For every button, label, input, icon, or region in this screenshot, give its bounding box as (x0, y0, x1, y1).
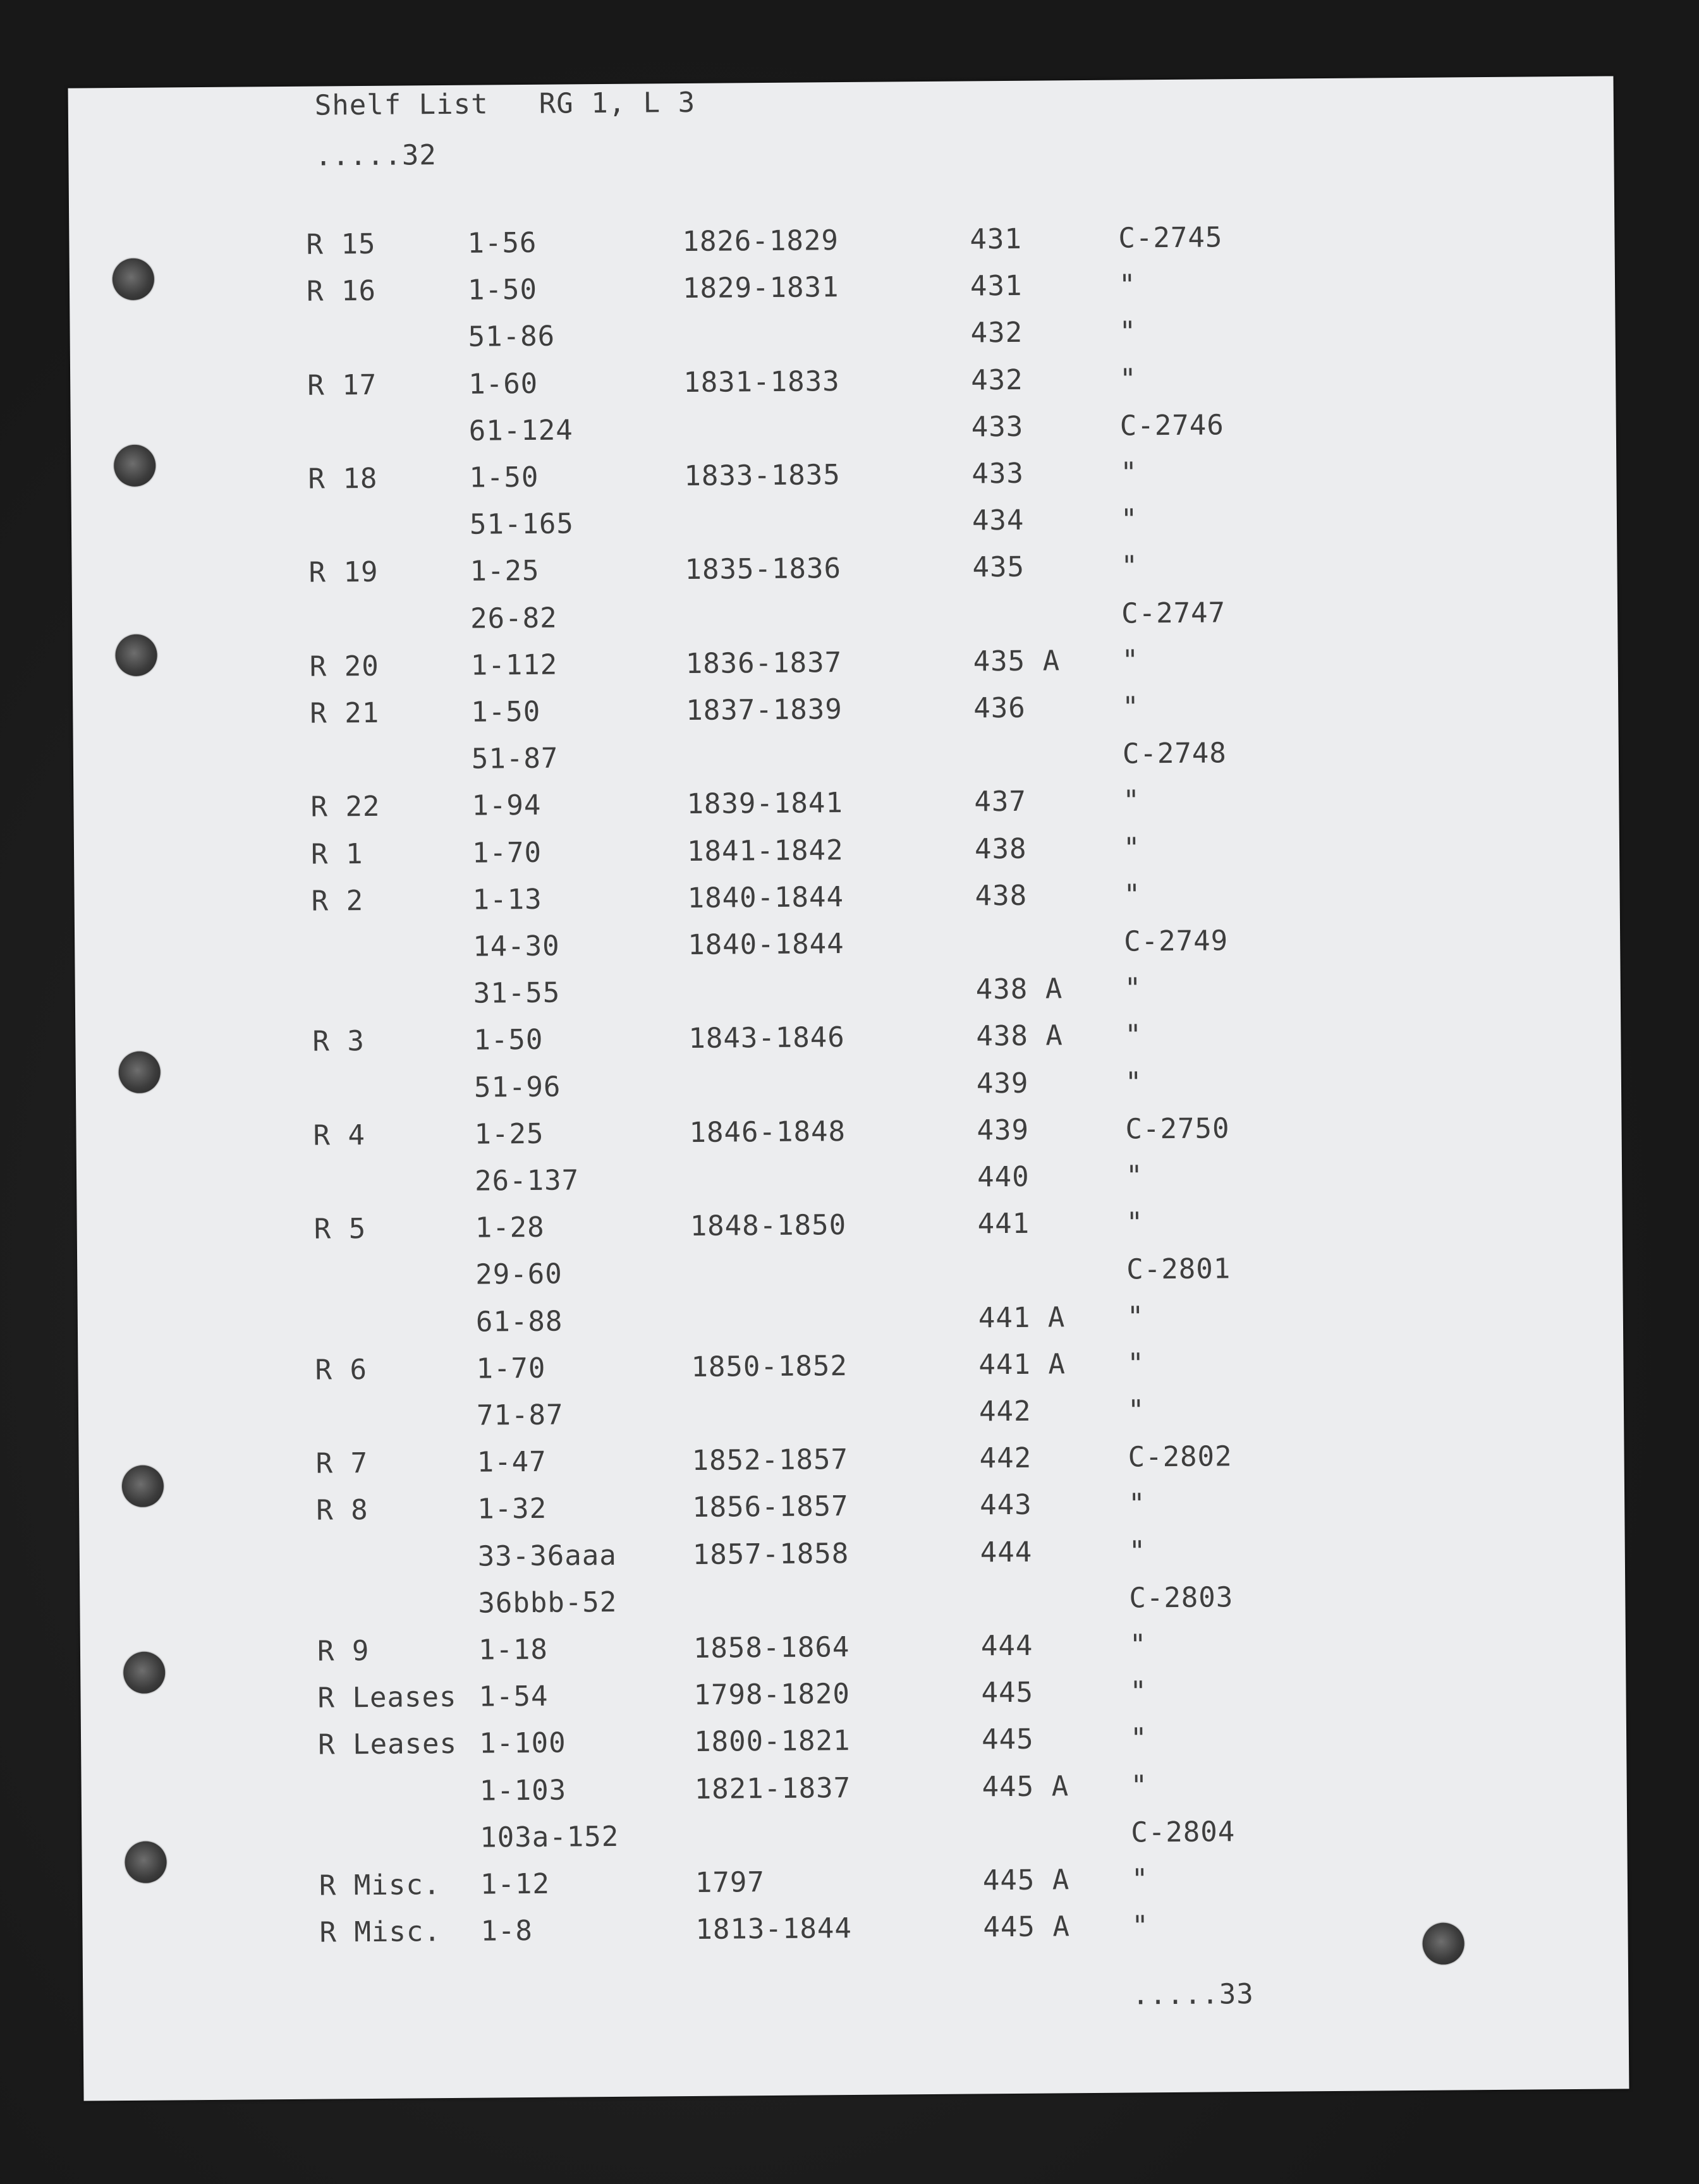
row-group: R 7 (315, 1447, 368, 1480)
row-item-range: 26-137 (474, 1164, 580, 1198)
row-item-range: 26-82 (470, 602, 557, 635)
row-group: R 20 (309, 650, 379, 683)
row-item-range: 1-25 (470, 555, 540, 588)
row-volume: 444 (980, 1629, 1033, 1663)
row-date-range: 1829-1831 (682, 271, 839, 305)
row-item-range: 1-70 (476, 1352, 546, 1385)
row-volume: 435 (972, 551, 1025, 584)
row-date-range: 1798-1820 (693, 1678, 851, 1712)
row-group: R 1 (310, 837, 363, 871)
continued-from-page: .....32 (315, 139, 437, 173)
row-item-range: 1-13 (472, 883, 542, 916)
row-group: R Misc. (319, 1869, 441, 1902)
row-reel: " (1118, 269, 1136, 301)
row-reel: " (1128, 1488, 1146, 1520)
row-item-range: 29-60 (475, 1258, 563, 1292)
row-date-range: 1826-1829 (682, 224, 839, 258)
row-volume: 433 (971, 410, 1024, 444)
row-item-range: 1-32 (477, 1493, 547, 1526)
row-reel: " (1123, 831, 1141, 864)
row-item-range: 1-8 (480, 1915, 533, 1948)
row-volume: 431 (970, 269, 1023, 303)
row-group: R Leases (317, 1728, 458, 1762)
row-reel: " (1126, 1300, 1145, 1333)
row-item-range: 1-112 (470, 648, 558, 682)
row-item-range: 1-47 (477, 1445, 547, 1479)
row-group: R 9 (317, 1634, 370, 1668)
row-item-range: 51-96 (473, 1071, 561, 1104)
row-volume: 439 (976, 1067, 1029, 1100)
row-group: R 18 (308, 462, 378, 495)
row-date-range: 1835-1836 (685, 552, 842, 586)
row-volume: 445 (981, 1676, 1034, 1709)
row-item-range: 1-60 (468, 367, 539, 401)
row-item-range: 1-12 (480, 1867, 551, 1901)
row-date-range: 1800-1821 (693, 1725, 851, 1759)
row-reel: " (1122, 691, 1140, 724)
row-group: R 19 (308, 556, 379, 590)
row-item-range: 14-30 (473, 930, 560, 963)
row-volume: 435 A (973, 645, 1061, 678)
row-reel: C-2803 (1129, 1581, 1234, 1615)
binder-hole (1422, 1922, 1465, 1965)
row-group: R 16 (306, 275, 377, 308)
row-item-range: 1-50 (469, 461, 539, 494)
row-date-range: 1856-1857 (692, 1490, 849, 1524)
page-title: Shelf List (314, 88, 489, 122)
row-volume: 445 A (982, 1769, 1069, 1803)
row-group: R 17 (307, 368, 377, 402)
row-reel: " (1123, 784, 1141, 817)
row-volume: 441 (977, 1207, 1030, 1241)
row-reel: " (1128, 1534, 1147, 1568)
row-reel: " (1121, 550, 1139, 583)
row-date-range: 1846-1848 (689, 1115, 846, 1149)
row-group: R 6 (315, 1353, 368, 1386)
row-item-range: 31-55 (473, 976, 561, 1010)
row-volume: 438 (975, 879, 1028, 913)
row-item-range: 61-88 (475, 1305, 563, 1338)
row-volume: 445 A (982, 1864, 1070, 1897)
binder-hole (113, 258, 155, 301)
row-item-range: 51-165 (469, 507, 575, 541)
row-item-range: 1-56 (467, 226, 537, 260)
row-group: R 15 (306, 228, 376, 261)
row-reel: " (1121, 644, 1140, 677)
row-group: R 21 (310, 696, 380, 730)
row-item-range: 1-70 (472, 836, 542, 870)
row-date-range: 1831-1833 (683, 365, 840, 399)
row-reel: " (1123, 878, 1142, 911)
row-date-range: 1833-1835 (684, 459, 841, 493)
row-item-range: 1-25 (474, 1117, 544, 1151)
binder-hole (114, 445, 156, 487)
row-date-range: 1797 (695, 1866, 765, 1899)
row-volume: 432 (971, 363, 1023, 397)
row-volume: 437 (974, 786, 1027, 818)
row-volume: 445 (981, 1723, 1034, 1756)
row-reel: " (1126, 1206, 1144, 1239)
row-reel: " (1124, 972, 1142, 1005)
row-group: R 4 (313, 1119, 366, 1152)
row-reel: C-2802 (1128, 1440, 1233, 1474)
row-item-range: 51-87 (471, 742, 559, 775)
row-reel: C-2801 (1126, 1253, 1231, 1286)
row-volume: 441 A (978, 1348, 1066, 1381)
row-group: R 2 (311, 884, 364, 918)
row-volume: 432 (970, 317, 1023, 349)
row-volume: 443 (979, 1489, 1032, 1522)
row-volume: 442 (979, 1441, 1032, 1475)
row-date-range: 1837-1839 (686, 693, 843, 727)
row-item-range: 51-86 (468, 320, 556, 354)
row-date-range: 1813-1844 (695, 1912, 853, 1946)
row-date-range: 1839-1841 (686, 787, 844, 821)
row-reel: " (1119, 315, 1137, 348)
document-page (68, 76, 1629, 2101)
record-group-reference: RG 1, L 3 (539, 86, 696, 120)
row-item-range: 103a-152 (480, 1820, 619, 1854)
row-reel: C-2750 (1125, 1112, 1230, 1146)
row-reel: " (1119, 362, 1137, 396)
row-reel: " (1130, 1722, 1148, 1755)
row-volume: 441 A (978, 1301, 1066, 1334)
row-reel: " (1124, 1065, 1143, 1099)
row-item-range: 1-50 (467, 274, 538, 306)
row-item-range: 1-54 (478, 1680, 549, 1713)
row-item-range: 33-36aaa (477, 1539, 617, 1573)
row-volume: 438 A (976, 1019, 1064, 1053)
row-reel: " (1120, 456, 1138, 489)
row-reel: " (1127, 1347, 1145, 1380)
row-reel: C-2748 (1122, 737, 1227, 770)
row-group: R 3 (312, 1025, 365, 1059)
row-group: R 8 (316, 1494, 368, 1527)
row-date-range: 1841-1842 (686, 834, 844, 868)
row-date-range: 1840-1844 (687, 880, 844, 914)
row-volume: 445 A (983, 1910, 1071, 1944)
row-item-range: 71-87 (476, 1398, 564, 1432)
row-reel: " (1125, 1160, 1143, 1192)
row-date-range: 1821-1837 (694, 1771, 851, 1805)
binder-hole (119, 1052, 161, 1094)
row-item-range: 61-124 (468, 414, 573, 447)
row-reel: C-2804 (1131, 1816, 1236, 1849)
row-date-range: 1840-1844 (688, 928, 844, 961)
row-group: R Misc. (319, 1915, 442, 1949)
row-item-range: 1-94 (472, 789, 542, 823)
row-reel: " (1131, 1910, 1150, 1943)
row-date-range: 1843-1846 (688, 1021, 845, 1055)
row-volume: 433 (971, 457, 1025, 490)
row-reel: C-2749 (1123, 925, 1229, 958)
row-reel: " (1130, 1675, 1148, 1708)
row-reel: " (1131, 1863, 1149, 1896)
row-reel: " (1120, 503, 1138, 536)
row-volume: 436 (973, 691, 1026, 725)
row-volume: 442 (978, 1395, 1032, 1428)
row-date-range: 1858-1864 (693, 1631, 850, 1665)
row-group: R 5 (314, 1213, 367, 1246)
row-item-range: 1-100 (478, 1726, 566, 1761)
row-item-range: 1-50 (471, 695, 541, 729)
binder-hole (115, 634, 157, 677)
binder-hole (123, 1652, 166, 1694)
row-group: R 22 (310, 791, 381, 824)
row-date-range: 1852-1857 (691, 1443, 849, 1477)
row-reel: " (1124, 1019, 1143, 1052)
row-reel: " (1127, 1394, 1145, 1427)
binder-hole (125, 1841, 167, 1884)
binder-hole (122, 1465, 164, 1508)
row-item-range: 1-18 (478, 1633, 549, 1666)
row-volume: 438 A (975, 973, 1063, 1006)
row-reel: C-2746 (1119, 409, 1224, 442)
row-item-range: 36bbb-52 (478, 1586, 618, 1620)
row-reel: " (1129, 1629, 1147, 1661)
row-volume: 431 (970, 222, 1023, 256)
row-reel: " (1130, 1769, 1148, 1802)
continued-to-page: .....33 (1132, 1978, 1254, 2011)
row-volume: 444 (980, 1536, 1033, 1568)
row-date-range: 1857-1858 (692, 1537, 849, 1571)
row-volume: 438 (974, 832, 1027, 866)
row-group: R Leases (317, 1681, 457, 1714)
row-reel: C-2745 (1118, 221, 1223, 255)
row-volume: 439 (977, 1113, 1030, 1147)
row-item-range: 1-103 (479, 1774, 567, 1807)
row-reel: C-2747 (1121, 596, 1226, 630)
row-date-range: 1850-1852 (691, 1349, 848, 1383)
row-date-range: 1836-1837 (685, 646, 843, 680)
row-item-range: 1-28 (475, 1211, 545, 1244)
row-volume: 440 (977, 1160, 1030, 1194)
row-item-range: 1-50 (473, 1024, 544, 1057)
row-date-range: 1848-1850 (690, 1209, 847, 1243)
row-volume: 434 (971, 504, 1025, 537)
